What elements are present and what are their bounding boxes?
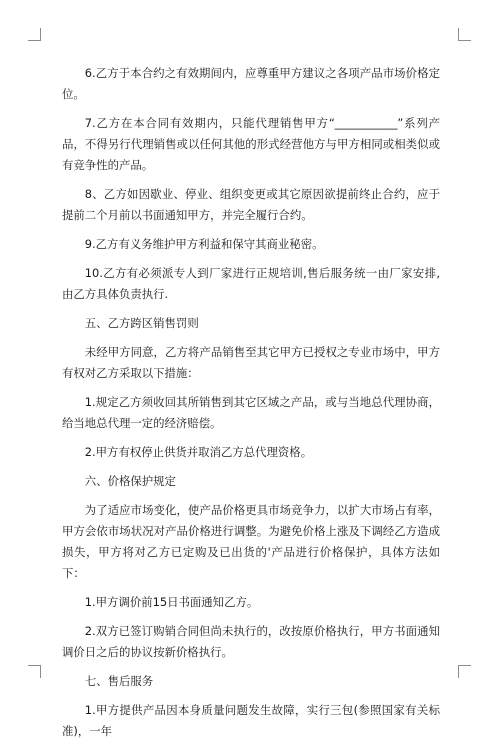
section-five-intro: 未经甲方同意，乙方将产品销售至其它甲方已授权之专业市场中，甲方有权对乙方采取以下措施： [62, 345, 440, 380]
section-heading-six: 六、价格保护规定 [84, 474, 176, 488]
clause-7: 7.乙方在本合同有效期内，只能代理销售甲方“___________”系列产品，不得另行代理销售或以任何其他的形式经营他方与甲方相同或相类似或有竞争性的产品。 [62, 116, 440, 172]
section-heading-five: 五、乙方跨区销售罚则 [84, 316, 199, 330]
document-body [62, 63, 440, 750]
section-heading-seven: 七、售后服务 [84, 674, 154, 688]
clause-8: 8、乙方如因歇业、停业、组织变更或其它原因欲提前终止合约，应于提前二个月前以书面通知甲方，并完全履行合约。 [62, 187, 440, 222]
section-six-item-2: 2.双方已签订购销合同但尚未执行的，改按原价格执行，甲方书面通知调价日之后的协议按新价格执行。 [62, 624, 440, 659]
section-six-intro: 为了适应市场变化，使产品价格更具市场竞争力，以扩大市场占有率，甲方会依市场状况对产品价格进行调整。为避免价格上涨及下调经乙方造成损失，甲方将对乙方已定购及已出货的'产品进行价格保护，具体方法如下： [62, 503, 440, 580]
section-five-item-2: 2.甲方有权停止供货并取消乙方总代理资格。 [84, 445, 313, 459]
section-six-item-1: 1.甲方调价前15日书面通知乙方。 [84, 595, 259, 609]
crop-mark-bottom-left [28, 665, 41, 678]
section-five-item-1: 1.规定乙方须收回其所销售到其它区域之产品，或与当地总代理协商，给当地总代理一定的经济赔偿。 [62, 395, 440, 430]
crop-mark-top-right [458, 28, 471, 41]
section-seven-item-1: 1.甲方提供产品因本身质量问题发生故障，实行三包(参照国家有关标准)，一年 [62, 703, 440, 738]
crop-mark-bottom-right [458, 665, 471, 678]
crop-mark-top-left [28, 28, 41, 41]
clause-6: 6.乙方于本合约之有效期间内，应尊重甲方建议之各项产品市场价格定位。 [62, 66, 440, 101]
clause-10: 10.乙方有必须派专人到厂家进行正规培训,售后服务统一由厂家安排,由乙方具体负责执行. [62, 266, 440, 301]
clause-9: 9.乙方有义务维护甲方利益和保守其商业秘密。 [84, 237, 324, 251]
